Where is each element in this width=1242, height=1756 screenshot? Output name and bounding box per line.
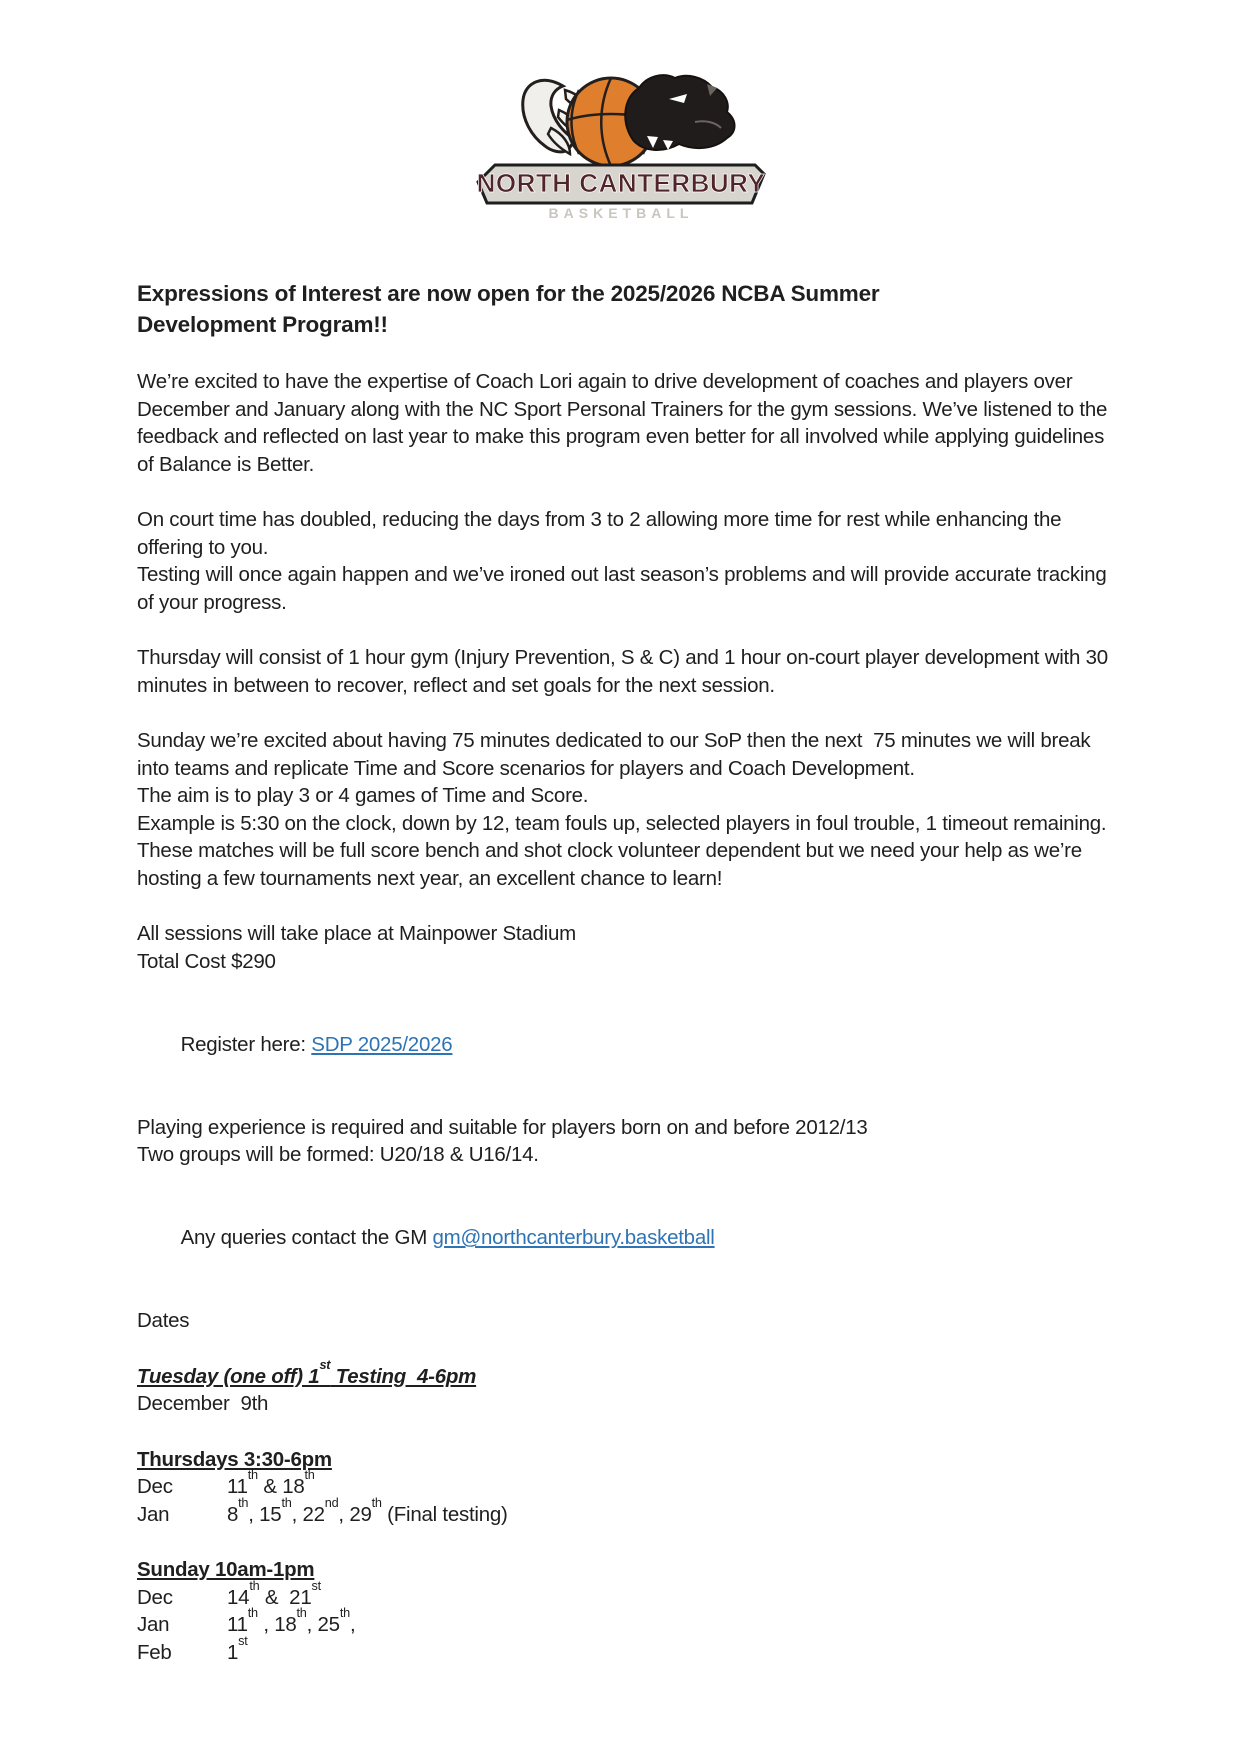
month-label: Dec — [137, 1585, 173, 1609]
paragraph: The aim is to play 3 or 4 games of Time and Score. — [137, 784, 589, 807]
page-title-line2: Development Program!! — [137, 312, 388, 337]
dates-value: 1st — [227, 1632, 248, 1664]
month-label: Jan — [137, 1613, 170, 1636]
logo-title: NORTH CANTERBURY — [476, 168, 766, 198]
court-time-paragraph — [137, 506, 1112, 616]
page-title — [137, 278, 1112, 340]
tuesday-date-line: December 9th — [137, 1392, 269, 1415]
dates-label: Dates — [137, 1309, 190, 1332]
page-title-line1: Expressions of Interest are now open for the 2025/2026 NCBA Summer — [137, 281, 880, 306]
register-label: Register here: — [180, 1032, 312, 1056]
logo-subtitle: BASKETBALL — [548, 205, 694, 220]
cost-line: Total Cost $290 — [137, 949, 276, 973]
eligibility-paragraph — [137, 1114, 1112, 1169]
thursdays-heading: Thursdays 3:30-6pm — [137, 1447, 332, 1471]
logo-banner — [477, 165, 766, 203]
month-label: Jan — [137, 1502, 170, 1526]
register-paragraph — [137, 1003, 1112, 1086]
paragraph: We’re excited to have the expertise of Coach Lori again to drive development of coaches and players over December and January along with the NC Sport Personal Trainers for the gym sessions. We’ve listened to the feedback and reflected on last year to make this program even better for all involved while applying guidelines of Balance is Better. — [137, 370, 1113, 476]
club-logo — [471, 70, 771, 220]
document-body — [0, 278, 1242, 1666]
paragraph: Example is 5:30 on the clock, down by 12, team fouls up, selected players in foul trouble, 1 timeout remaining. — [137, 811, 1107, 835]
intro-paragraph — [137, 368, 1112, 478]
date-row — [137, 1605, 1112, 1639]
tuesday-heading: Tuesday (one off) 1st Testing 4-6pm — [137, 1356, 477, 1388]
month-label: Feb — [137, 1640, 172, 1664]
panther-icon — [625, 75, 734, 150]
thursday-description-paragraph — [137, 644, 1112, 699]
paragraph: Testing will once again happen and we’ve ironed out last season’s problems and will provide accurate tracking of your progress. — [137, 563, 1112, 614]
club-logo-image — [471, 70, 771, 220]
sunday-heading: Sunday 10am-1pm — [137, 1558, 315, 1581]
paragraph: Playing experience is required and suitable for players born on and before 2012/13 — [137, 1115, 868, 1139]
gm-email-link[interactable]: gm@northcanterbury.basketball — [432, 1226, 715, 1249]
paragraph: On court time has doubled, reducing the days from 3 to 2 allowing more time for rest while enhancing the offering to you. — [137, 508, 1067, 559]
venue-line: All sessions will take place at Mainpower Stadium — [137, 922, 576, 945]
sunday-description-paragraph — [137, 727, 1112, 892]
paragraph: These matches will be full score bench and shot clock volunteer dependent but we need your help as we’re hosting a few tournaments next year, an excellent chance to learn! — [137, 839, 1088, 890]
dates-value: 11th , 18th, 25th, — [227, 1605, 356, 1636]
registration-link[interactable]: SDP 2025/2026 — [311, 1032, 453, 1056]
dates-value: 8th, 15th, 22nd, 29th (Final testing) — [227, 1494, 508, 1526]
date-row — [137, 1577, 1112, 1612]
month-label: Dec — [137, 1475, 173, 1498]
queries-paragraph — [137, 1197, 1112, 1280]
date-row — [137, 1632, 1112, 1667]
dates-section-label — [137, 1307, 1112, 1335]
paragraph: Thursday will consist of 1 hour gym (Injury Prevention, S & C) and 1 hour on-court player development with 30 minutes in between to recover, reflect and set goals for the next session. — [137, 646, 1114, 697]
date-row — [137, 1494, 1112, 1529]
queries-label: Any queries contact the GM — [180, 1226, 433, 1249]
paragraph: Sunday we’re excited about having 75 minutes dedicated to our SoP then the next 75 minutes we will break into teams and replicate Time and Score scenarios for players and Coach Development. — [137, 729, 1096, 780]
tuesday-dates-block — [137, 1356, 1112, 1418]
dates-value: 11th & 18th — [227, 1467, 315, 1498]
thursdays-dates-block — [137, 1446, 1112, 1529]
paragraph: Two groups will be formed: U20/18 & U16/14. — [137, 1143, 539, 1166]
sunday-dates-block — [137, 1556, 1112, 1666]
dates-value: 14th & 21st — [227, 1577, 321, 1609]
venue-cost-paragraph — [137, 920, 1112, 975]
